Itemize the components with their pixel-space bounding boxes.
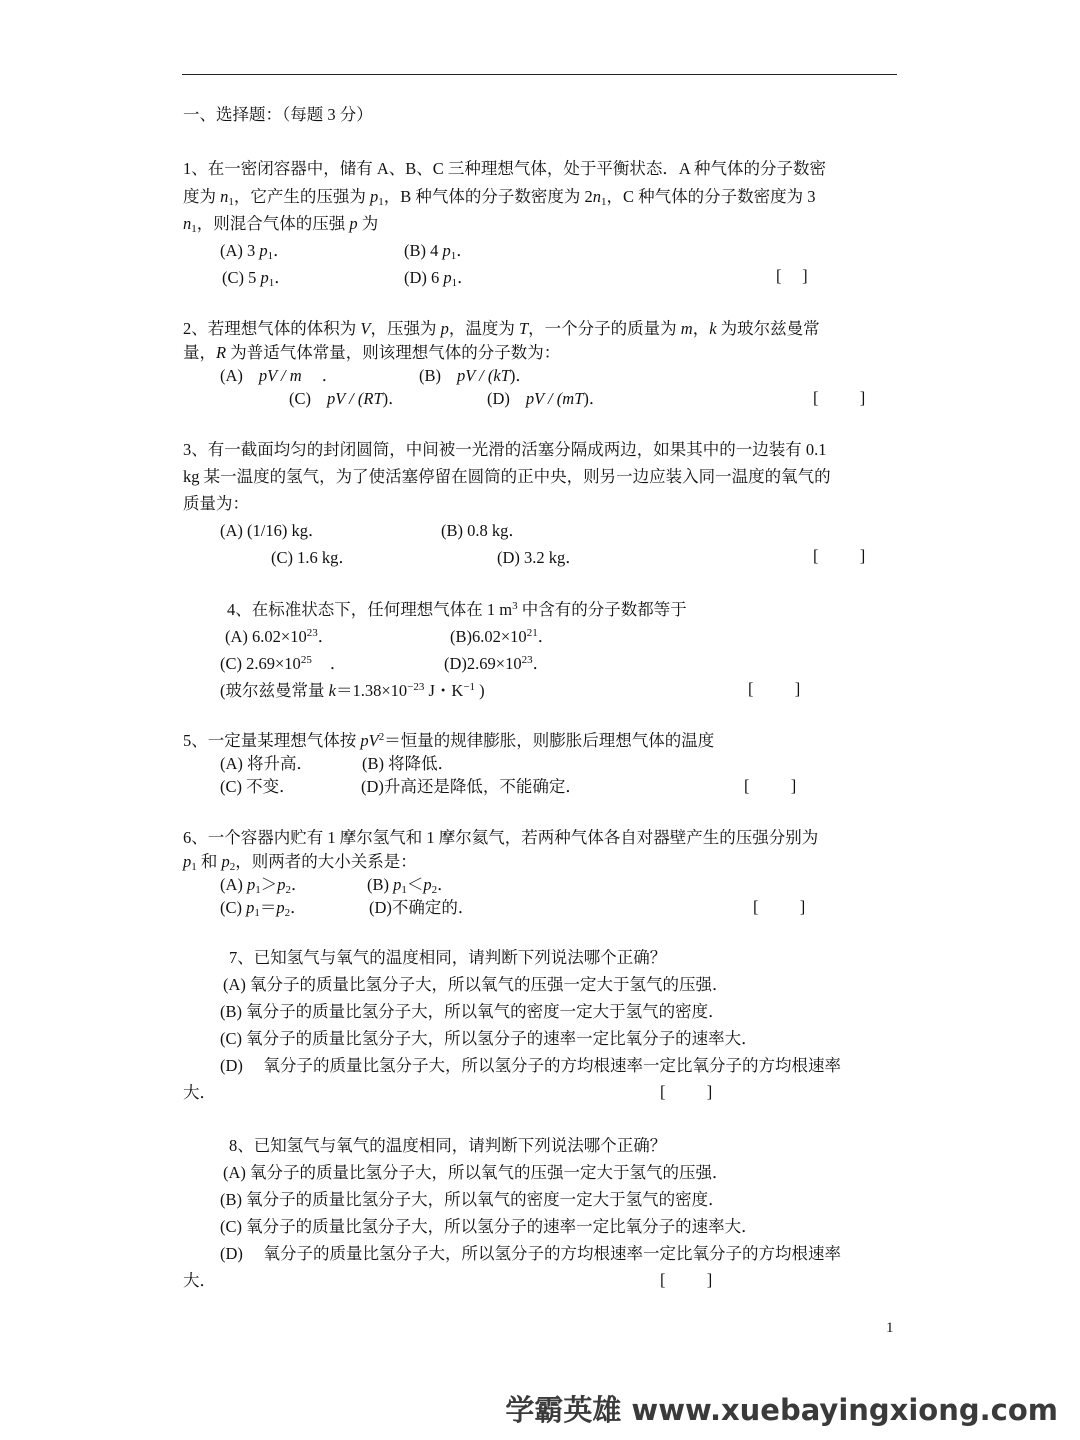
q6-option-b[interactable]: (B) $p_1<p_2$． xyxy=(367,875,454,896)
q4-answer-bracket[interactable]: [ ] xyxy=(748,679,801,698)
q2-option-c[interactable]: (C) pV / (RT)． xyxy=(289,389,405,408)
q4-option-c[interactable]: (C) $2.69\times 10^{25}$ ． xyxy=(220,654,347,673)
q5-answer-bracket[interactable]: [ ] xyxy=(744,776,797,795)
q3-answer-bracket[interactable]: [ ] xyxy=(813,546,866,565)
q3-line-3: 质量为： xyxy=(183,494,249,513)
section-title: 一、选择题：（每题 3 分） xyxy=(183,105,373,124)
q2-option-a[interactable]: (A) pV / m ． xyxy=(220,366,339,385)
q6-line-1: 6、一个容器内贮有 1 摩尔氢气和 1 摩尔氦气，若两种气体各自对器壁产生的压强分别为 xyxy=(183,828,819,847)
q5-option-d[interactable]: (D)升高还是降低，不能确定． xyxy=(361,777,582,796)
q8-answer-bracket[interactable]: [ ] xyxy=(660,1270,713,1289)
q1-option-d[interactable]: (D) 6 $p_1$． xyxy=(404,268,474,289)
q1-option-b[interactable]: (B) 4 $p_1$． xyxy=(404,241,473,262)
q7-line-1: 7、已知氢气与氧气的温度相同，请判断下列说法哪个正确？ xyxy=(229,948,667,967)
q3-line-1: 3、有一截面均匀的封闭圆筒，中间被一光滑的活塞分隔成两边，如果其中的一边装有 0.1 xyxy=(183,440,827,459)
q8-option-b[interactable]: (B) 氧分子的质量比氢分子大，所以氧气的密度一定大于氢气的密度． xyxy=(220,1190,725,1209)
q7-option-c[interactable]: (C) 氧分子的质量比氢分子大，所以氢分子的速率一定比氧分子的速率大． xyxy=(220,1029,758,1048)
page-number: 1 xyxy=(886,1320,894,1336)
header-rule xyxy=(182,74,897,75)
q6-option-d[interactable]: (D)不确定的． xyxy=(369,898,475,917)
q6-option-c[interactable]: (C) $p_1=p_2$． xyxy=(220,898,307,919)
q1-line-3: $n_1$，则混合气体的压强 p 为 xyxy=(183,214,379,235)
q6-answer-bracket[interactable]: [ ] xyxy=(753,897,806,916)
q1-answer-bracket[interactable]: [ ] xyxy=(776,266,808,285)
q5-option-c[interactable]: (C) 不变． xyxy=(220,777,296,796)
q5-line-1: 5、一定量某理想气体按 $pV^2=$恒量的规律膨胀，则膨胀后理想气体的温度 xyxy=(183,731,715,750)
q7-option-d[interactable]: (D) 氧分子的质量比氢分子大，所以氢分子的方均根速率一定比氧分子的方均根速率 xyxy=(220,1056,842,1075)
q1-line-2: 度为 $n_1$，它产生的压强为 $p_1$，B 种气体的分子数密度为 $2n_1$，C 种气体的分子数密度为 3 xyxy=(183,187,816,208)
q7-option-a[interactable]: (A) 氧分子的质量比氢分子大，所以氧气的压强一定大于氢气的压强． xyxy=(223,975,729,994)
q3-option-c[interactable]: (C) 1.6 kg． xyxy=(271,548,355,567)
q1-option-a[interactable]: (A) 3 $p_1$． xyxy=(220,241,290,262)
q4-option-d[interactable]: $(D)2.69\times 10^{23}$． xyxy=(444,654,550,673)
q8-line-1: 8、已知氢气与氧气的温度相同，请判断下列说法哪个正确？ xyxy=(229,1136,667,1155)
q3-option-b[interactable]: (B) 0.8 kg． xyxy=(441,521,525,540)
q6-line-2: $p_1$ 和 $p_2$，则两者的大小关系是： xyxy=(183,852,417,873)
q4-option-a[interactable]: (A) $6.02\times 10^{23}$． xyxy=(225,627,335,646)
q7-option-d-cont: 大． xyxy=(183,1083,216,1102)
q3-option-a[interactable]: (A) (1/16) kg． xyxy=(220,521,325,540)
q3-line-2: kg 某一温度的氢气，为了使活塞停留在圆筒的正中央，则另一边应装入同一温度的氧气的 xyxy=(183,467,831,486)
q8-option-c[interactable]: (C) 氧分子的质量比氢分子大，所以氢分子的速率一定比氧分子的速率大． xyxy=(220,1217,758,1236)
q7-option-b[interactable]: (B) 氧分子的质量比氢分子大，所以氧气的密度一定大于氢气的密度． xyxy=(220,1002,725,1021)
q8-option-d[interactable]: (D) 氧分子的质量比氢分子大，所以氢分子的方均根速率一定比氧分子的方均根速率 xyxy=(220,1244,842,1263)
q3-option-d[interactable]: (D) 3.2 kg． xyxy=(497,548,582,567)
watermark: 学霸英雄 www.xuebayingxiong.com xyxy=(505,1393,1058,1427)
q4-option-b[interactable]: $(B)6.02\times 10^{21}$． xyxy=(450,627,555,646)
q1-option-c[interactable]: (C) 5 $p_1$． xyxy=(222,268,291,289)
q8-option-a[interactable]: (A) 氧分子的质量比氢分子大，所以氧气的压强一定大于氢气的压强． xyxy=(223,1163,729,1182)
q5-option-a[interactable]: (A) 将升高． xyxy=(220,754,314,773)
q4-boltzmann-note: (玻尔兹曼常量 $k=1.38\times 10^{-23}$ J・$K^{-1}$ ) xyxy=(220,681,485,700)
q7-answer-bracket[interactable]: [ ] xyxy=(660,1082,713,1101)
q8-option-d-cont: 大． xyxy=(183,1271,216,1290)
q2-line-1: 2、若理想气体的体积为 V，压强为 p，温度为 T，一个分子的质量为 m，k 为玻尔兹曼常 xyxy=(183,319,820,338)
q6-option-a[interactable]: (A) $p_1>p_2$． xyxy=(220,875,308,896)
q2-option-b[interactable]: (B) pV / (kT)． xyxy=(419,366,532,385)
q2-line-2: 量，R 为普适气体常量，则该理想气体的分子数为： xyxy=(183,343,561,362)
q4-line-1: 4、在标准状态下，任何理想气体在 1 $m^3$ 中含有的分子数都等于 xyxy=(227,600,687,619)
q2-option-d[interactable]: (D) pV / (mT)． xyxy=(487,389,606,408)
q5-option-b[interactable]: (B) 将降低． xyxy=(362,754,455,773)
q1-line-1: 1、在一密闭容器中，储有 A、B、C 三种理想气体，处于平衡状态．A 种气体的分子数密 xyxy=(183,159,827,178)
q2-answer-bracket[interactable]: [ ] xyxy=(813,388,866,407)
